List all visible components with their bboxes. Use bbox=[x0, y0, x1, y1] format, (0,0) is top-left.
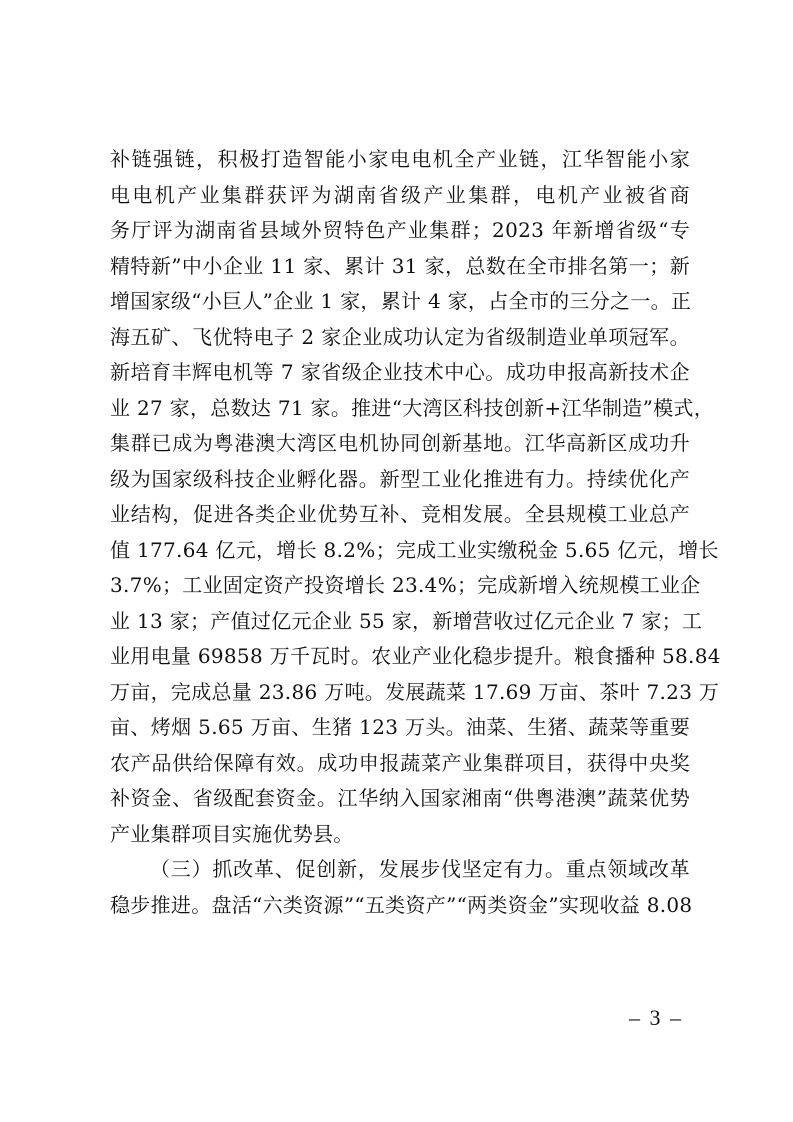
text-line: 补资金、省级配套资金。江华纳入国家湘南“供粤港澳”蔬菜优势 bbox=[110, 786, 690, 810]
text-line: 3.7%；工业固定资产投资增长 23.4%；完成新增入统规模工业企 bbox=[110, 573, 701, 597]
text-line: 务厅评为湖南省县域外贸特色产业集群；2023 年新增省级“专 bbox=[110, 218, 690, 242]
text-line: 精特新”中小企业 11 家、累计 31 家，总数在全市排名第一；新 bbox=[110, 253, 690, 278]
text-line: 万亩，完成总量 23.86 万吨。发展蔬菜 17.69 万亩、茶叶 7.23 万 bbox=[110, 679, 720, 704]
text-line: 业 13 家；产值过亿元企业 55 家，新增营收过亿元企业 7 家；工 bbox=[110, 608, 703, 633]
page-number: – 3 – bbox=[629, 1005, 683, 1030]
text-line: 值 177.64 亿元，增长 8.2%；完成工业实缴税金 5.65 亿元，增长 bbox=[110, 537, 719, 562]
text-line: 增国家级“小巨人”企业 1 家，累计 4 家，占全市的三分之一。正 bbox=[110, 289, 692, 313]
text-line: 稳步推进。盘活“六类资源”“五类资产”“两类资金”实现收益 8.08 bbox=[110, 892, 693, 917]
text-line: 电电机产业集群获评为湖南省级产业集群，电机产业被省商 bbox=[110, 182, 690, 207]
text-line: 产业集群项目实施优势县。 bbox=[110, 821, 354, 846]
text-line: 农产品供给保障有效。成功申报蔬菜产业集群项目，获得中央奖 bbox=[110, 750, 690, 775]
text-line: 业用电量 69858 万千瓦时。农业产业化稳步提升。粮食播种 58.84 bbox=[110, 644, 721, 668]
text-line: 补链强链，积极打造智能小家电电机全产业链，江华智能小家 bbox=[110, 147, 690, 171]
text-line: 级为国家级科技企业孵化器。新型工业化推进有力。持续优化产 bbox=[110, 466, 690, 491]
body-text bbox=[110, 142, 721, 923]
text-line: 新培育丰辉电机等 7 家省级企业技术中心。成功申报高新技术企 bbox=[110, 360, 690, 384]
text-line: 集群已成为粤港澳大湾区电机协同创新基地。江华高新区成功升 bbox=[110, 431, 690, 455]
section-heading-line: （三）抓改革、促创新，发展步伐坚定有力。重点领域改革 bbox=[150, 857, 690, 881]
text-line: 业 27 家，总数达 71 家。推进“大湾区科技创新+江华制造”模式， bbox=[110, 395, 715, 420]
text-line: 海五矿、飞优特电子 2 家企业成功认定为省级制造业单项冠军。 bbox=[110, 324, 690, 349]
text-line: 亩、烤烟 5.65 万亩、生猪 123 万头。油菜、生猪、蔬菜等重要 bbox=[110, 715, 690, 739]
text-line: 业结构，促进各类企业优势互补、竞相发展。全县规模工业总产 bbox=[110, 502, 690, 526]
